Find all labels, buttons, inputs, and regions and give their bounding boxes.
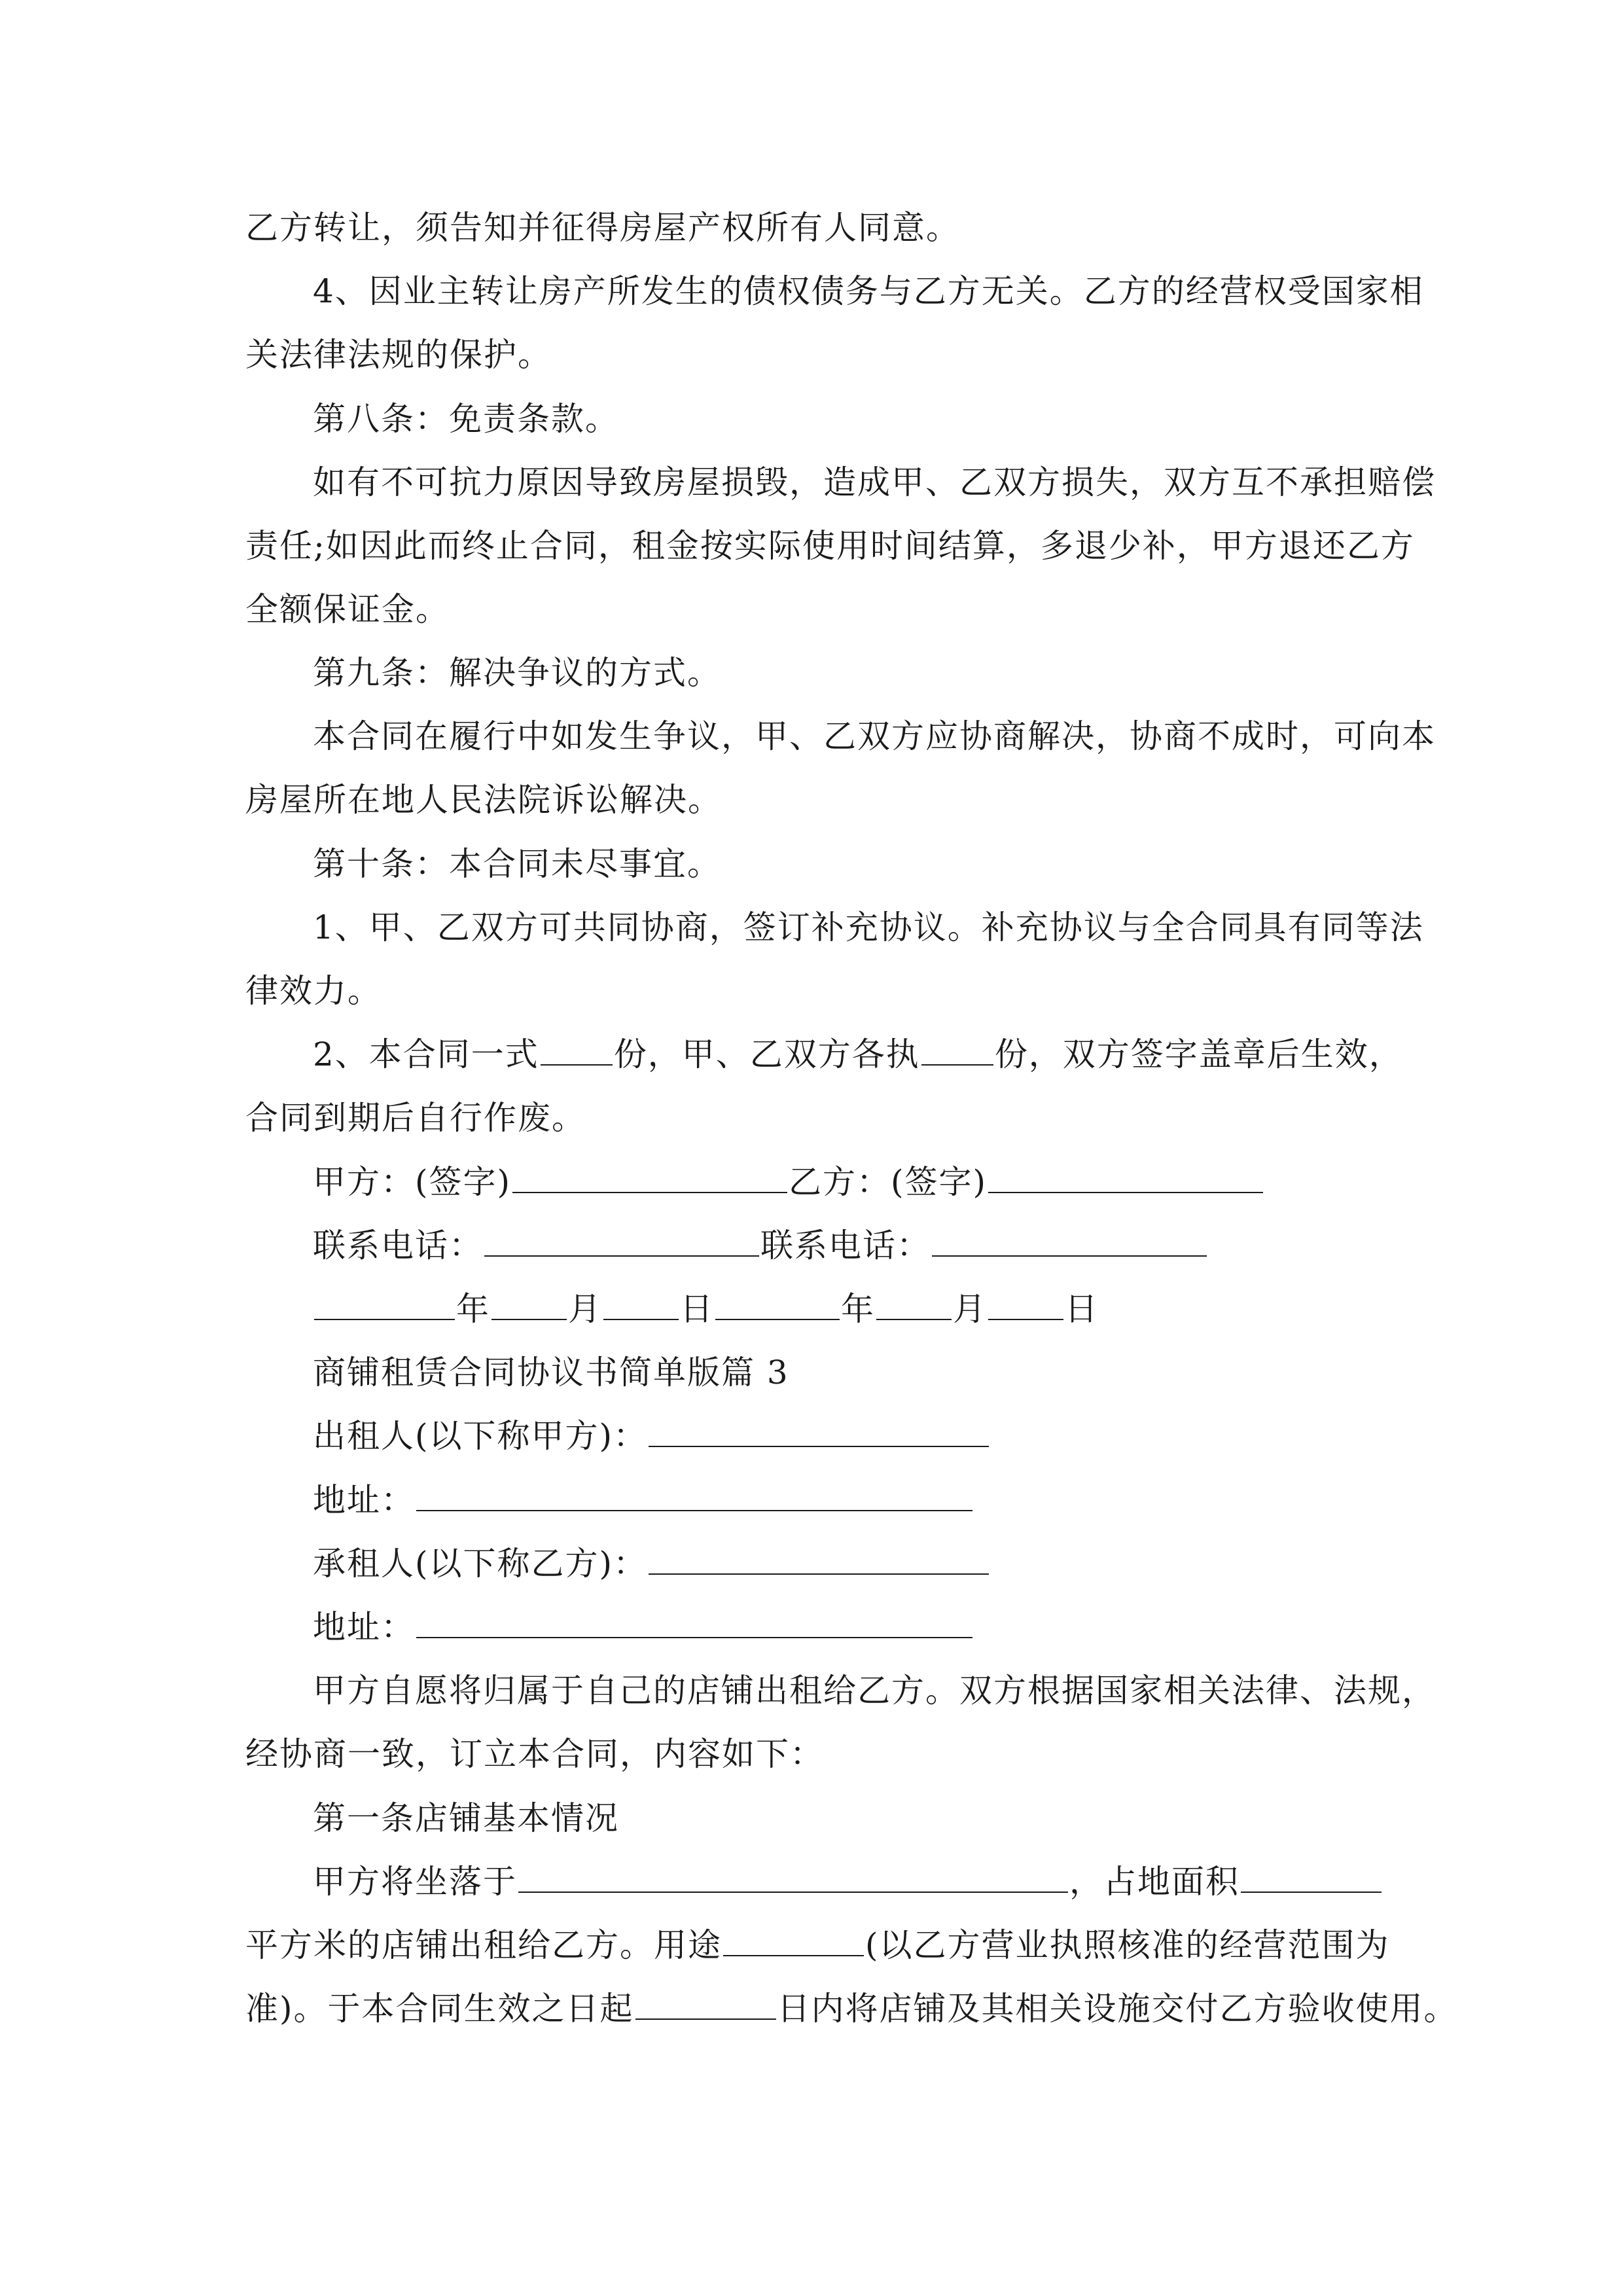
blank-copies-each[interactable] <box>921 1038 993 1066</box>
text-line: 关法律法规的保护。 <box>245 336 552 374</box>
month-blank[interactable] <box>491 1293 567 1320</box>
text-fragment: 2、本合同一式 <box>313 1035 539 1073</box>
lessor-label: 出租人(以下称甲方)： <box>313 1417 648 1455</box>
date-line <box>313 1289 1099 1329</box>
text-fragment: 平方米的店铺出租给乙方。用途 <box>245 1926 722 1964</box>
year-label: 年 <box>841 1290 875 1328</box>
text-line: 经协商一致，订立本合同，内容如下： <box>245 1735 824 1773</box>
party-a-phone-label: 联系电话： <box>313 1227 483 1265</box>
text-fragment: 甲方将坐落于 <box>313 1863 517 1901</box>
month-blank[interactable] <box>876 1293 952 1320</box>
party-b-phone-label: 联系电话： <box>760 1227 931 1265</box>
text-fragment: 准)。于本合同生效之日起 <box>245 1990 634 2028</box>
text-fragment: 份，双方签字盖章后生效， <box>994 1035 1403 1073</box>
year-blank[interactable] <box>715 1293 840 1320</box>
usage-blank[interactable] <box>723 1929 864 1956</box>
text-line: 1、甲、乙双方可共同协商，签订补充协议。补充协议与全合同具有同等法 <box>313 908 1424 946</box>
address-label: 地址： <box>313 1608 415 1646</box>
text-line: 乙方转让，须告知并征得房屋产权所有人同意。 <box>245 209 960 247</box>
section-heading: 第八条：免责条款。 <box>313 400 619 438</box>
text-fragment: ，占地面积 <box>1069 1863 1240 1901</box>
party-a-sign-label: 甲方：(签字) <box>313 1163 512 1201</box>
day-label: 日 <box>680 1290 714 1328</box>
text-line: 合同到期后自行作废。 <box>245 1099 586 1137</box>
lessor-line <box>313 1416 990 1456</box>
lessor-address-line <box>313 1480 974 1520</box>
text-line: 4、因业主转让房产所发生的债权债务与乙方无关。乙方的经营权受国家相 <box>313 272 1424 310</box>
lessee-label: 承租人(以下称乙方)： <box>313 1545 648 1583</box>
lessor-blank[interactable] <box>649 1420 989 1447</box>
text-line: 甲方自愿将归属于自己的店铺出租给乙方。双方根据国家相关法律、法规， <box>313 1672 1436 1710</box>
section-heading: 第一条店铺基本情况 <box>313 1799 619 1837</box>
party-b-phone-blank[interactable] <box>932 1229 1207 1257</box>
section-heading: 第九条：解决争议的方式。 <box>313 654 721 692</box>
text-line: 责任;如因此而终止合同，租金按实际使用时间结算，多退少补，甲方退还乙方 <box>245 527 1415 565</box>
lessee-address-line <box>313 1607 974 1647</box>
text-line: 律效力。 <box>245 972 382 1010</box>
signature-line <box>313 1162 1264 1202</box>
text-line <box>245 1989 1458 2028</box>
address-label: 地址： <box>313 1481 415 1519</box>
month-label: 月 <box>953 1290 987 1328</box>
text-line <box>313 1862 1383 1901</box>
text-line: 如有不可抗力原因导致房屋损毁，造成甲、乙双方损失，双方互不承担赔偿 <box>313 463 1436 501</box>
party-b-sign-blank[interactable] <box>988 1166 1263 1193</box>
lessee-line <box>313 1544 990 1583</box>
lessor-address-blank[interactable] <box>416 1484 972 1511</box>
text-line <box>245 1926 1390 1965</box>
party-a-phone-blank[interactable] <box>484 1229 759 1257</box>
day-label: 日 <box>1065 1290 1099 1328</box>
text-line: 本合同在履行中如发生争议，甲、乙双方应协商解决，协商不成时，可向本 <box>313 717 1436 755</box>
text-fragment: (以乙方营业执照核准的经营范围为 <box>865 1926 1390 1964</box>
location-blank[interactable] <box>518 1865 1068 1893</box>
day-blank[interactable] <box>603 1293 679 1320</box>
text-line: 全额保证金。 <box>245 590 450 628</box>
party-a-sign-blank[interactable] <box>512 1166 787 1193</box>
text-line <box>313 1035 1403 1074</box>
lessee-blank[interactable] <box>649 1547 989 1575</box>
phone-line <box>313 1226 1208 1265</box>
month-label: 月 <box>568 1290 602 1328</box>
days-blank[interactable] <box>635 1992 776 2020</box>
party-b-sign-label: 乙方：(签字) <box>789 1163 988 1201</box>
year-blank[interactable] <box>314 1293 455 1320</box>
text-fragment: 份，甲、乙双方各执 <box>613 1035 920 1073</box>
blank-copies[interactable] <box>541 1038 613 1066</box>
year-label: 年 <box>456 1290 490 1328</box>
text-line: 房屋所在地人民法院诉讼解决。 <box>245 781 722 819</box>
article-title: 商铺租赁合同协议书简单版篇 3 <box>313 1354 789 1391</box>
section-heading: 第十条：本合同未尽事宜。 <box>313 845 721 883</box>
text-fragment: 日内将店铺及其相关设施交付乙方验收使用。 <box>777 1990 1458 2028</box>
lessee-address-blank[interactable] <box>416 1611 972 1638</box>
day-blank[interactable] <box>988 1293 1063 1320</box>
area-blank[interactable] <box>1241 1865 1382 1893</box>
